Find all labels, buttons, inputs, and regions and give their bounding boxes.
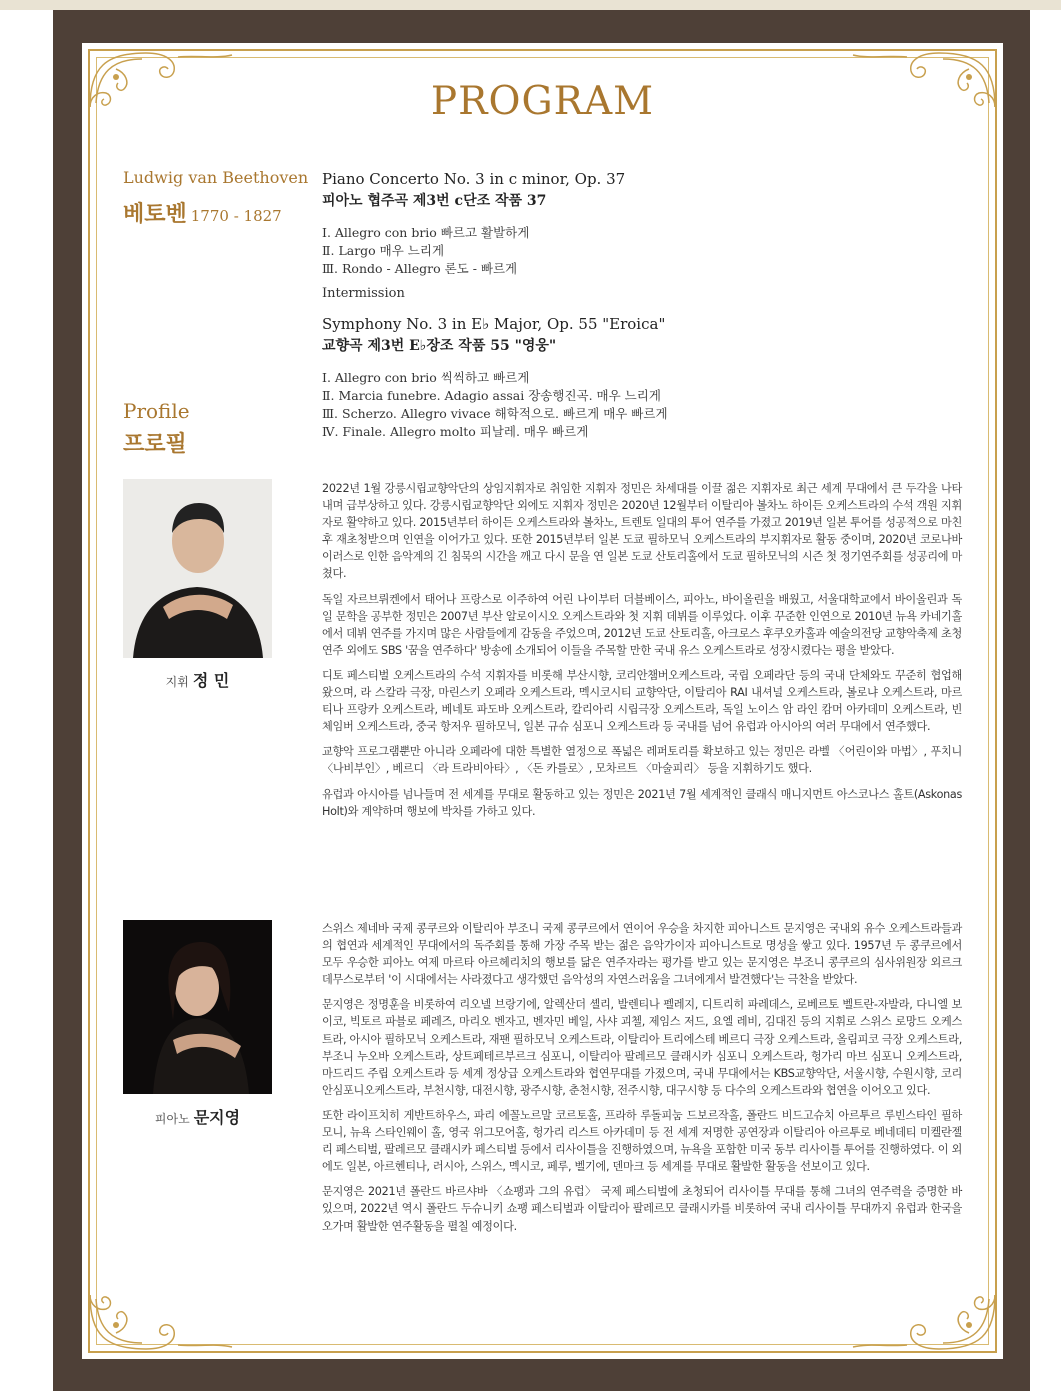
top-strip: [0, 0, 1061, 10]
movement: Ⅰ. Allegro con brio 씩씩하고 빠르게: [322, 370, 530, 385]
profile-heading-en: Profile: [123, 399, 190, 423]
composer-name-ko: [123, 197, 282, 228]
bio-paragraph: 독일 자르브뤼켄에서 태어나 프랑스로 이주하여 어린 나이부터 더블베이스, 피아노, 바이올린을 배웠고, 서울대학교에서 바이올린과 독일 문학을 공부한 정민은 2007년 부산 알로이시오 오케스트라와 첫 지휘 데뷔를 이루었다. 이후 꾸준한 인연으로 2010년 뉴욕 카네기홀에서 데뷔 연주를 가지며 많은 사람들에게 감동을 주었으며, 2012년 도쿄 산토리홀, 아크로스 후쿠오카홀과 예술의전당 교향악축제 초청 연주 외에도 SBS '꿈을 연주하다' 방송에 소개되어 이들을 주목할 만한 국내 유스 오케스트라로 성장시켰다는 평을 받았다.: [322, 592, 962, 657]
conductor-caption: [123, 668, 272, 691]
movement: Ⅰ. Allegro con brio 빠르고 활발하게: [322, 225, 530, 240]
bio-paragraph: 디토 페스티벌 오케스트라의 수석 지휘자를 비롯해 부산시향, 코리안챔버오케스트라, 국립 오페라단 등의 국내 단체와도 꾸준히 협업해왔으며, 라 스칼라 극장, 마린스키 오페라 오케스트라, 멕시코시티 교향악단, 이탈리아 RAI 내셔널 오케스트라, 볼로냐 오케스트라, 마르티나 프랑카 오케스트라, 베네토 파도바 오케스트라, 칼리아리 시립극장 오케스트라, 독일 노이스 암 라인 캄머 아카데미 오케스트라, 빈 체임버 오케스트라, 중국 항저우 필하모닉, 일본 규슈 심포니 오케스트라 등 국내를 넘어 유럽과 아시아의 여러 무대에서 연주했다.: [322, 668, 962, 734]
movement: Ⅱ. Largo 매우 느리게: [322, 243, 445, 258]
program-page: [82, 43, 1003, 1359]
bio-paragraph: 스위스 제네바 국제 콩쿠르와 이탈리아 부조니 국제 콩쿠르에서 연이어 우승을 차지한 피아니스트 문지영은 국내외 유수 오케스트라들과의 협연과 세계적인 무대에서의 독주회를 통해 가장 주목 받는 젊은 음악가이자 피아니스트로 명성을 쌓고 있다. 1957년 두 콩쿠르에서 모두 우승한 피아노 여제 마르타 아르헤리치의 행보를 닮은 연주자라는 평가를 받고 있는 문지영은 부조니 콩쿠르의 심사위원장 외르크 데무스로부터 '이 시대에서는 사라졌다고 생각했던 음악성의 자연스러움을 그녀에게서 발견했다'는 극찬을 받았다.: [322, 922, 962, 987]
movement: Ⅱ. Marcia funebre. Adagio assai 장송행진곡. 매우 느리게: [322, 388, 661, 403]
conductor-photo: [123, 479, 272, 658]
bio-paragraph: 2022년 1월 강릉시립교향악단의 상임지휘자로 취임한 지휘자 정민은 차세대를 이끌 젊은 지휘자로 최근 세계 무대에서 큰 두각을 나타내며 급부상하고 있다. 강릉시립교향악단 외에도 지휘자 정민은 2020년 12월부터 이탈리아 볼차노 하이든 오케스트라의 수석 객원 지휘자로 활약하고 있다. 2015년부터 하이든 오케스트라와 볼차노, 트렌토 일대의 투어 연주를 가졌고 2019년 일본 투어를 성공적으로 마친 후 재초청받으며 인연을 이어가고 있다. 또한 2015년부터 일본 도쿄 필하모닉 오케스트라의 부지휘자로 활동 중이며, 2020년 코로나바이러스로 인한 음악계의 긴 침묵의 시간을 깨고 다시 문을 연 일본 도쿄 산토리홀에서 도쿄 필하모닉의 시즌 첫 정기연주회를 성공리에 마쳤다.: [322, 482, 962, 581]
pianist-photo: [123, 920, 272, 1094]
page-title: PROGRAM: [430, 79, 655, 124]
pianist-bio: [322, 920, 962, 1243]
movement: Ⅳ. Finale. Allegro molto 피날레. 매우 빠르게: [322, 424, 589, 439]
piece1-movements: [322, 224, 962, 278]
piece2-movements: [322, 369, 962, 441]
pianist-role: 피아노: [154, 1112, 190, 1126]
piece2-title-en: Symphony No. 3 in E♭ Major, Op. 55 "Eroica": [322, 315, 666, 333]
bio-paragraph: 유럽과 아시아를 넘나들며 전 세계를 무대로 활동하고 있는 정민은 2021년 7월 세계적인 클래식 매니지먼트 아스코나스 홀트(Askonas Holt)와 계약하며 행보에 박차를 가하고 있다.: [322, 787, 962, 818]
bio-paragraph: 문지영은 2021년 폴란드 바르샤바 〈쇼팽과 그의 유럽〉 국제 페스티벌에 초청되어 리사이틀 무대를 통해 그녀의 연주력을 증명한 바 있으며, 2022년 역시 폴란드 두슈니키 쇼팽 페스티벌과 이탈리아 팔레르모 클래시카를 비롯하여 국내 리사이틀 무대까지 유럽과 한국을 오가며 활발한 연주활동을 펼칠 예정이다.: [322, 1185, 962, 1233]
composer-korean-name: 베토벤: [123, 202, 187, 227]
piece2-title-ko: 교향곡 제3번 E♭장조 작품 55 "영웅": [322, 338, 557, 354]
bio-paragraph: 문지영은 정명훈을 비롯하여 리오넬 브랑기에, 알렉산더 셸리, 발렌티나 펠레지, 디트리히 파레데스, 로베르토 벨트란-자발라, 다니엘 보이코, 빅토르 파블로 페레즈, 마리오 벤자고, 벤자민 베일, 사샤 괴첼, 제임스 저드, 요엘 레비, 김대진 등의 지휘로 스위스 로망드 오케스트라, 아시아 필하모닉 오케스트라, 재팬 필하모닉 오케스트라, 이탈리아 트리에스테 베르디 극장 오케스트라, 올림피코 극장 오케스트라, 부조니 누오바 오케스트라, 상트페테르부르크 심포니, 이탈리아 팔레르모 클래시카 심포니 오케스트라, 헝가리 마브 심포니 오케스트라, 마드리드 주립 오케스트라 등 세계 정상급 오케스트라와 협연무대를 가졌으며, 국내 무대에서는 KBS교향악단, 서울시향, 수원시향, 코리안심포니오케스트라, 부천시향, 대전시향, 광주시향, 춘천시향, 전주시향, 대구시향 등 다수의 오케스트라와 협연을 이어오고 있다.: [322, 998, 962, 1097]
program-list: [322, 168, 962, 449]
pianist-name: 문지영: [193, 1108, 241, 1127]
intermission: Intermission: [322, 286, 405, 301]
conductor-name: 정 민: [192, 671, 230, 690]
profile-heading-ko: 프로필: [123, 432, 187, 457]
movement: Ⅲ. Scherzo. Allegro vivace 해학적으로. 빠르게 매우 빠르게: [322, 406, 668, 421]
corner-ornament-icon: [849, 1285, 999, 1355]
movement: Ⅲ. Rondo - Allegro 론도 - 빠르게: [322, 261, 518, 276]
bio-paragraph: 또한 라이프치히 게반트하우스, 파리 에꼴노르말 코르토홀, 프라하 루돌피눔 드보르작홀, 폴란드 비드고슈치 아르투르 루빈스타인 필하모니, 뉴욕 스타인웨이 홀, 영국 위그모어홀, 헝가리 리스트 아카데미 등 전 세계 저명한 공연장과 이탈리아 아르투로 베네데티 미켈란젤리 페스티벌, 팔레르모 클래시카 페스티벌 등에서 리사이틀을 진행하였으며, 뉴욕을 포함한 미국 동부 리사이틀 투어를 진행하였다. 이 외에도 일본, 아르헨티나, 러시아, 스위스, 멕시코, 페루, 벨기에, 덴마크 등 세계를 무대로 활발한 활동을 선보이고 있다.: [322, 1108, 962, 1174]
piece1-title-en: Piano Concerto No. 3 in c minor, Op. 37: [322, 170, 626, 188]
bio-paragraph: 교향악 프로그램뿐만 아니라 오페라에 대한 특별한 열정으로 폭넓은 레퍼토리를 확보하고 있는 정민은 라벨 〈어린이와 마법〉, 푸치니 〈나비부인〉, 베르디 〈라 트라비아타〉, 〈돈 카를로〉, 모차르트 〈마술피리〉 등을 지휘하기도 했다.: [322, 745, 962, 776]
conductor-bio: [322, 480, 962, 828]
piece1-title-ko: 피아노 협주곡 제3번 c단조 작품 37: [322, 193, 547, 209]
composer-years: 1770 - 1827: [190, 207, 282, 225]
corner-ornament-icon: [86, 1285, 236, 1355]
pianist-caption: [123, 1105, 272, 1128]
conductor-role: 지휘: [165, 675, 189, 689]
composer-name-en: Ludwig van Beethoven: [123, 168, 309, 187]
